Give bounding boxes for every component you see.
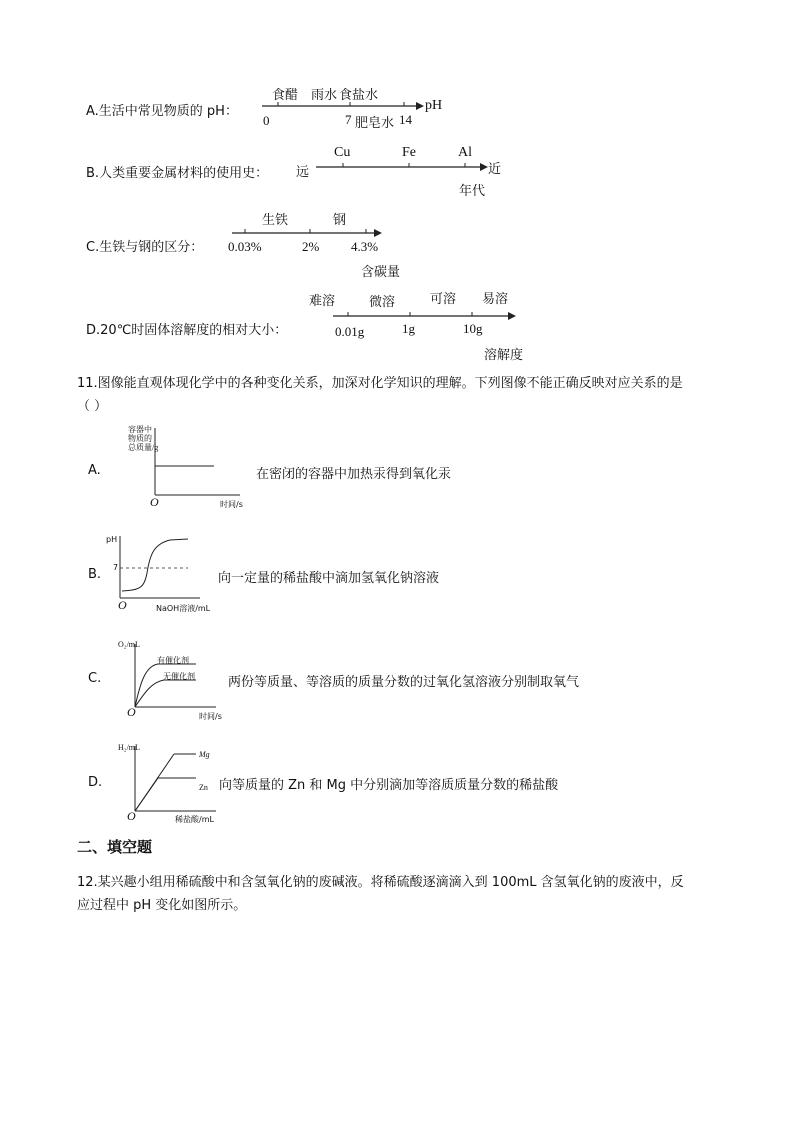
rain-label: 雨水	[311, 88, 338, 103]
graph-a-ylabel	[128, 425, 158, 452]
graph-d-mg-label: Mg	[199, 750, 210, 759]
pig-iron-label: 生铁	[262, 213, 289, 228]
cu-label: Cu	[334, 145, 351, 160]
easily-soluble-label: 易溶	[482, 292, 509, 307]
tick-0: 0	[263, 113, 270, 128]
question-11-stem: 11.图像能直观体现化学中的各种变化关系，加深对化学知识的理解。下列图像不能正确反映对应关系的是	[77, 376, 683, 391]
solubility-line	[0, 0, 794, 340]
solubility-axis-label: 溶解度	[484, 348, 524, 363]
graph-c-origin: O	[127, 705, 136, 719]
q11-b-text: 向一定量的稀盐酸中滴加氢氧化钠溶液	[218, 571, 440, 586]
graph-b-xlabel: NaOH溶液/mL	[156, 604, 211, 613]
carbon-axis-label: 含碳量	[361, 265, 401, 280]
insoluble-label: 难溶	[309, 294, 336, 309]
graph-b-origin: O	[118, 598, 127, 612]
q11-c-letter: C.	[88, 671, 102, 686]
q11-a-letter: A.	[88, 463, 101, 478]
ph-axis-label: pH	[425, 98, 443, 113]
option-d-label: 20℃时固体溶解度的相对大小：	[100, 323, 288, 338]
carbon-tick-1: 0.03%	[228, 239, 262, 254]
soluble-label: 可溶	[430, 292, 457, 307]
option-a-label: 生活中常见物质的 pH：	[98, 104, 238, 119]
graph-c-ylabel: O₂/mL	[118, 640, 140, 649]
option-c-label: 生铁与钢的区分：	[99, 240, 204, 255]
vinegar-label: 食醋	[272, 88, 299, 103]
carbon-tick-2: 2%	[302, 239, 320, 254]
far-label: 远	[296, 165, 310, 180]
graph-d-origin: O	[127, 809, 136, 823]
graph-c-catalyst-label: 有催化剂	[157, 656, 189, 665]
graph-b-7-mark: 7	[113, 563, 119, 572]
option-b-letter: B.	[86, 166, 100, 181]
fe-label: Fe	[402, 145, 416, 160]
question-12-line-2: 应过程中 pH 变化如图所示。	[77, 898, 247, 913]
era-label: 年代	[459, 184, 486, 199]
solubility-tick-1: 0.01g	[335, 324, 365, 339]
graph-d-zn-label: Zn	[199, 783, 208, 792]
q11-c-text: 两份等质量、等溶质的质量分数的过氧化氢溶液分别制取氧气	[228, 675, 580, 690]
question-11-blank: （ ）	[77, 399, 108, 414]
graph-a-ylabel-line-2: 物质的	[128, 434, 152, 443]
tick-14: 14	[399, 112, 412, 127]
graph-a-ylabel-line-1: 容器中	[128, 425, 152, 434]
steel-label: 钢	[333, 213, 347, 228]
graph-a-xlabel: 时间/s	[220, 500, 243, 509]
graph-d-ylabel: H₂/mL	[118, 743, 140, 752]
graph-c-xlabel: 时间/s	[199, 712, 222, 721]
option-d-letter: D.	[86, 323, 101, 338]
graph-a-ylabel-line-3: 总质量/g	[128, 443, 159, 452]
q11-d-letter: D.	[88, 775, 103, 790]
option-c-letter: C.	[86, 240, 100, 255]
near-label: 近	[488, 162, 502, 177]
saltwater-label: 食盐水	[339, 88, 379, 103]
q11-b-letter: B.	[88, 567, 102, 582]
question-12-line-1: 12.某兴趣小组用稀硫酸中和含氢氧化钠的废碱液。将稀硫酸逐滴滴入到 100mL 含氢氧化钠的废液中，反	[77, 875, 684, 890]
al-label: Al	[458, 145, 472, 160]
graph-c-no-catalyst-label: 无催化剂	[163, 672, 195, 681]
tick-7: 7	[345, 112, 352, 127]
option-a-letter: A.	[86, 104, 99, 119]
graph-b-ylabel: pH	[106, 535, 118, 544]
solubility-tick-2: 1g	[402, 321, 415, 336]
carbon-tick-3: 4.3%	[351, 239, 379, 254]
section-2-title: 二、填空题	[77, 838, 153, 856]
soap-label: 肥皂水	[355, 116, 395, 131]
solubility-tick-3: 10g	[463, 321, 483, 336]
graph-a-origin: O	[150, 495, 159, 509]
q11-a-text: 在密闭的容器中加热汞得到氧化汞	[256, 467, 452, 482]
slightly-soluble-label: 微溶	[369, 295, 396, 310]
q11-d-text: 向等质量的 Zn 和 Mg 中分别滴加等溶质质量分数的稀盐酸	[219, 778, 559, 793]
graph-d-xlabel: 稀盐酸/mL	[175, 815, 214, 824]
option-b-label: 人类重要金属材料的使用史：	[99, 166, 269, 181]
